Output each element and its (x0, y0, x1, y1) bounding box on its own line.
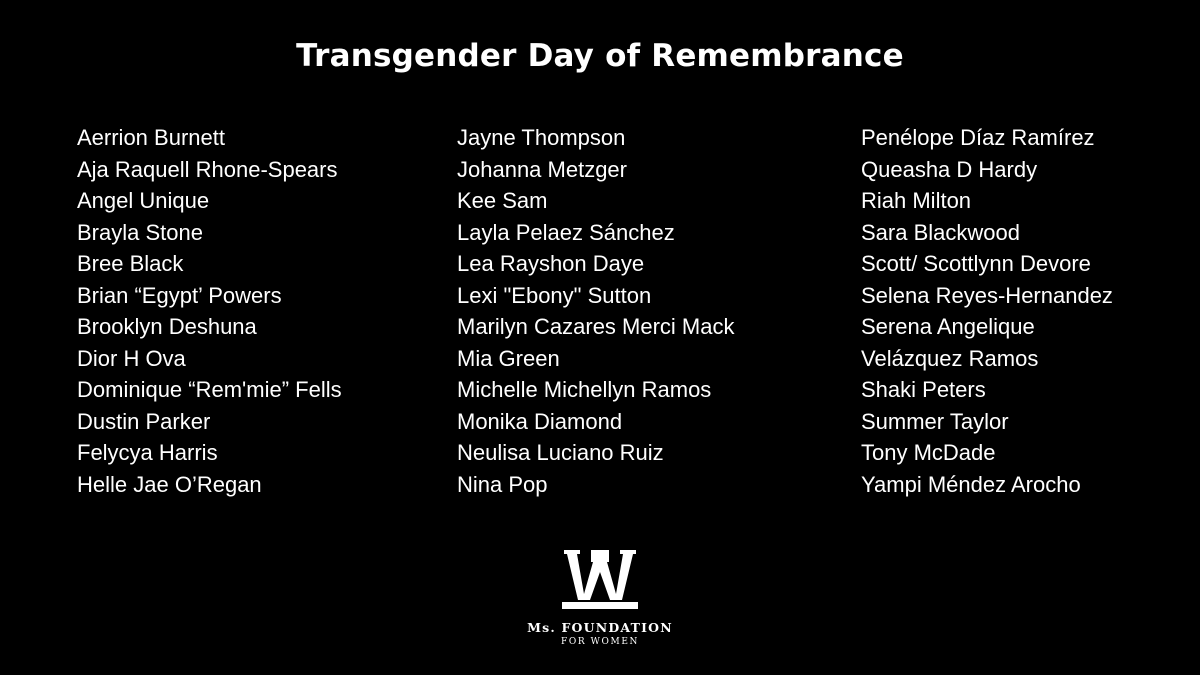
ms-foundation-logo (480, 548, 720, 648)
name-entry: Lexi "Ebony" Sutton (457, 282, 652, 308)
name-entry: Shaki Peters (861, 377, 986, 402)
name-entry: Helle Jae O’Regan (77, 471, 262, 497)
name-entry: Aja Raquell Rhone-Spears (77, 156, 338, 182)
name-entry: Dustin Parker (77, 408, 211, 434)
name-entry: Selena Reyes-Hernandez (861, 282, 1113, 308)
name-entry: Brooklyn Deshuna (77, 314, 257, 339)
name-entry: Marilyn Cazares Merci Mack (457, 314, 735, 339)
names-column-3 (861, 122, 1113, 500)
names-column-1 (77, 122, 342, 500)
name-entry: Bree Black (77, 251, 184, 276)
name-entry: Angel Unique (77, 188, 210, 213)
name-entry: Johanna Metzger (457, 156, 627, 182)
page-title: Transgender Day of Remembrance (296, 38, 904, 74)
name-entry: Michelle Michellyn Ramos (457, 377, 712, 402)
name-entry: Mia Green (457, 345, 560, 371)
name-entry: Penélope Díaz Ramírez (861, 125, 1095, 150)
logo-org-name: Ms. FOUNDATION (527, 620, 673, 635)
name-entry: Brayla Stone (77, 219, 203, 245)
name-entry: Neulisa Luciano Ruiz (457, 440, 664, 465)
ms-foundation-w-logo-icon (562, 548, 638, 610)
name-entry: Jayne Thompson (457, 125, 626, 150)
name-entry: Layla Pelaez Sánchez (457, 219, 675, 245)
name-entry: Dior H Ova (77, 345, 186, 371)
name-entry: Summer Taylor (861, 408, 1009, 434)
names-column-2 (457, 122, 735, 500)
name-entry: Serena Angelique (861, 314, 1035, 339)
name-entry: Scott/ Scottlynn Devore (861, 251, 1091, 276)
name-entry: Felycya Harris (77, 440, 218, 465)
name-entry: Nina Pop (457, 471, 548, 497)
name-entry: Queasha D Hardy (861, 156, 1038, 182)
name-entry: Tony McDade (861, 440, 996, 465)
name-entry: Yampi Méndez Arocho (861, 471, 1081, 497)
name-entry: Sara Blackwood (861, 219, 1020, 245)
name-entry: Kee Sam (457, 188, 548, 213)
name-entry: Monika Diamond (457, 408, 623, 434)
name-entry: Lea Rayshon Daye (457, 251, 645, 276)
name-entry: Riah Milton (861, 188, 972, 213)
name-entry: Brian “Egypt’ Powers (77, 282, 282, 308)
name-entry: Velázquez Ramos (861, 345, 1039, 371)
name-entry: Dominique “Rem'mie” Fells (77, 377, 342, 402)
name-entry: Aerrion Burnett (77, 125, 225, 150)
logo-tagline: FOR WOMEN (561, 637, 639, 647)
